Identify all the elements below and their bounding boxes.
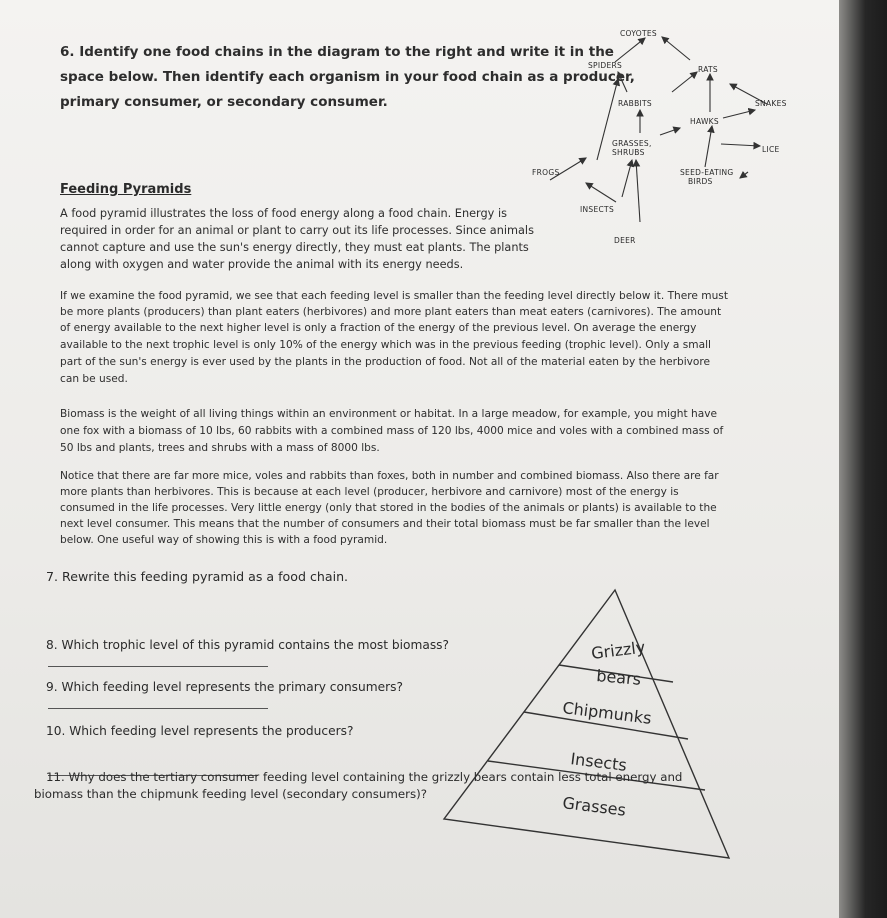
para-4-line-5: below. One useful way of showing this is with a food pyramid. [60,534,388,546]
pyramid-level-grizzly: Grizzly [590,637,647,663]
pyramid-level-grasses: Grasses [561,793,627,820]
feeding-pyramid [444,590,729,858]
question-10: 10. Which feeding level represents the producers? [46,724,354,738]
para-2-line-6: can be used. [60,373,128,385]
food-web-hawks: HAWKS [690,117,719,126]
food-web-spiders: SPIDERS [588,61,623,70]
question-8: 8. Which trophic level of this pyramid contains the most biomass? [46,638,450,652]
para-2-line-5: part of the sun's energy is ever used by the plants in the production of food. Not all of the material eaten by the herbivore [60,356,711,368]
food-web-rabbits: RABBITS [618,99,652,108]
question-11-line-2: biomass than the chipmunk feeding level (secondary consumers)? [34,787,428,801]
food-web-birds: BIRDS [688,177,713,186]
pyramid-level-insects: Insects [569,749,628,775]
food-web-lice: LICE [762,145,780,154]
question-9-answer-line[interactable] [48,708,268,709]
pyramid-level-chipmunks: Chipmunks [561,698,653,728]
food-web-grasses: GRASSES, [612,139,652,148]
food-web-insects: INSECTS [580,205,615,214]
food-web-shrubs: SHRUBS [612,148,645,157]
question-7: 7. Rewrite this feeding pyramid as a food chain. [46,569,349,584]
food-web-frogs: FROGS [532,168,560,177]
para-1-line-1: A food pyramid illustrates the loss of food energy along a food chain. Energy is [60,207,507,220]
question-6-line-1: 6. Identify one food chains in the diagram to the right and write it in the [60,44,614,60]
para-2-line-2: be more plants (producers) than plant eaters (herbivores) and more plant eaters than meat eaters (carnivores). The amount [60,306,722,318]
question-11-line-1: 11. Why does the tertiary consumer feeding level containing the grizzly bears contain less total energy and [46,770,683,784]
para-3-line-1: Biomass is the weight of all living things within an environment or habitat. In a large meadow, for example, you might have [60,408,717,420]
para-3-line-2: one fox with a biomass of 10 lbs, 60 rabbits with a combined mass of 120 lbs, 4000 mice and voles with a combined mass of [60,425,724,437]
food-web-seed-eating: SEED-EATING [680,168,734,177]
para-2-line-4: available to the next trophic level is only 10% of the energy which was in the previous feeding (trophic level). Only a small [60,339,711,351]
para-1-line-3: cannot capture and use the sun's energy directly, they must eat plants. The plants [60,241,529,254]
food-web-coyotes: COYOTES [620,29,657,38]
food-web-snakes: SNAKES [755,99,787,108]
para-4-line-4: next level consumer. This means that the number of consumers and their total biomass must be far smaller than the level [60,518,710,530]
pyramid-level-bears: bears [595,666,642,689]
para-4-line-2: more plants than herbivores. This is because at each level (producer, herbivore and carnivore) most of the energy is [60,486,679,498]
para-1-line-2: required in order for an animal or plant to carry out its life processes. Since animals [60,224,534,237]
food-web-rats: RATS [698,65,718,74]
para-2-line-1: If we examine the food pyramid, we see that each feeding level is smaller than the feeding level directly below it. There must [60,290,728,302]
feeding-pyramids-heading: Feeding Pyramids [60,182,192,197]
para-1-line-4: along with oxygen and water provide the animal with its energy needs. [60,258,464,271]
food-web-deer: DEER [614,236,636,245]
para-4-line-1: Notice that there are far more mice, voles and rabbits than foxes, both in number and combined biomass. Also there are far [60,470,719,482]
question-6-line-2: space below. Then identify each organism in your food chain as a producer, [60,69,635,85]
question-9: 9. Which feeding level represents the primary consumers? [46,680,403,694]
para-3-line-3: 50 lbs and plants, trees and shrubs with a mass of 8000 lbs. [60,442,380,454]
para-4-line-3: consumed in the life processes. Very little energy (only that stored in the bodies of the animals or plants) is available to the [60,502,717,514]
para-2-line-3: of energy available to the next higher level is only a fraction of the energy of the previous level. On average the energy [60,322,697,334]
question-8-answer-line[interactable] [48,666,268,667]
photo-dark-edge [839,0,887,918]
question-6-line-3: primary consumer, or secondary consumer. [60,94,388,110]
